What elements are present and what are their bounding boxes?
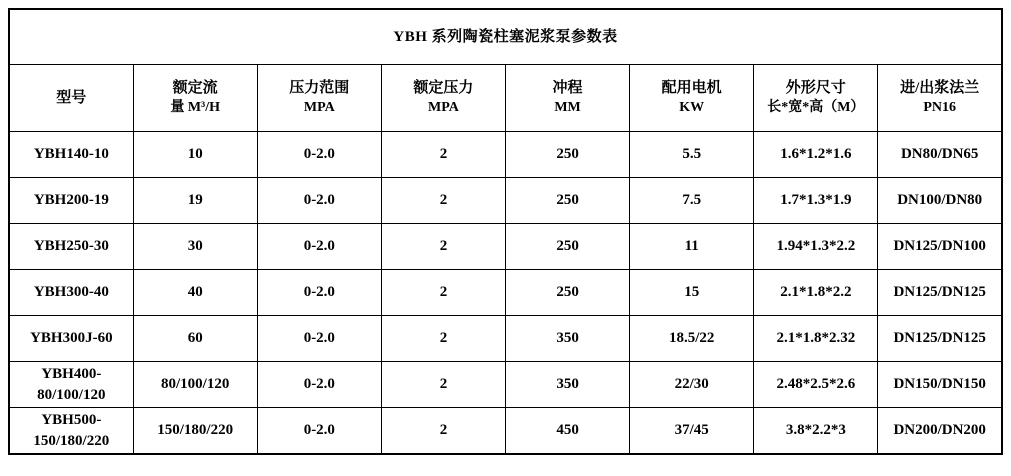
column-header-rated-pressure-sub: MPA xyxy=(428,99,459,115)
cell-model: YBH500-150/180/220 xyxy=(9,408,133,455)
column-header-pressure-range-label: 压力范围 xyxy=(289,80,350,97)
column-header-rated-pressure xyxy=(381,65,505,132)
cell-flange: DN200/DN200 xyxy=(878,408,1002,455)
cell-dimensions: 1.94*1.3*2.2 xyxy=(754,224,878,270)
cell-rated-pressure: 2 xyxy=(381,132,505,178)
column-header-dimensions-sub: 长*宽*高（M） xyxy=(767,99,865,115)
cell-flow: 10 xyxy=(133,132,257,178)
cell-stroke: 350 xyxy=(506,362,630,408)
cell-motor: 5.5 xyxy=(630,132,754,178)
cell-flow: 30 xyxy=(133,224,257,270)
table-body xyxy=(9,9,1002,454)
cell-rated-pressure: 2 xyxy=(381,270,505,316)
column-header-pressure-range xyxy=(257,65,381,132)
cell-pressure-range: 0-2.0 xyxy=(257,408,381,455)
table-row xyxy=(9,316,1002,362)
parameter-table xyxy=(8,8,1003,455)
cell-motor: 11 xyxy=(630,224,754,270)
cell-stroke: 450 xyxy=(506,408,630,455)
cell-rated-pressure: 2 xyxy=(381,362,505,408)
cell-pressure-range: 0-2.0 xyxy=(257,132,381,178)
cell-rated-pressure: 2 xyxy=(381,224,505,270)
column-header-flange xyxy=(878,65,1002,132)
cell-motor: 37/45 xyxy=(630,408,754,455)
cell-flange: DN150/DN150 xyxy=(878,362,1002,408)
cell-pressure-range: 0-2.0 xyxy=(257,178,381,224)
cell-pressure-range: 0-2.0 xyxy=(257,316,381,362)
column-header-motor-sub: KW xyxy=(679,99,705,115)
cell-stroke: 250 xyxy=(506,178,630,224)
header-row xyxy=(9,65,1002,132)
cell-flange: DN125/DN125 xyxy=(878,270,1002,316)
cell-flow: 80/100/120 xyxy=(133,362,257,408)
column-header-pressure-range-sub: MPA xyxy=(303,99,335,115)
cell-model: YBH250-30 xyxy=(9,224,133,270)
cell-dimensions: 3.8*2.2*3 xyxy=(754,408,878,455)
table-title: YBH 系列陶瓷柱塞泥浆泵参数表 xyxy=(9,9,1002,65)
column-header-flow xyxy=(133,65,257,132)
table-row xyxy=(9,362,1002,408)
cell-flange: DN125/DN100 xyxy=(878,224,1002,270)
table-row xyxy=(9,224,1002,270)
column-header-dimensions-label: 外形尺寸 xyxy=(785,80,846,97)
cell-pressure-range: 0-2.0 xyxy=(257,362,381,408)
cell-flow: 40 xyxy=(133,270,257,316)
column-header-model xyxy=(9,65,133,132)
column-header-flow-label: 额定流 xyxy=(172,80,218,97)
column-header-motor-label: 配用电机 xyxy=(661,80,722,97)
cell-stroke: 250 xyxy=(506,132,630,178)
cell-rated-pressure: 2 xyxy=(381,316,505,362)
cell-stroke: 350 xyxy=(506,316,630,362)
cell-flange: DN80/DN65 xyxy=(878,132,1002,178)
cell-rated-pressure: 2 xyxy=(381,178,505,224)
table-row xyxy=(9,132,1002,178)
cell-stroke: 250 xyxy=(506,270,630,316)
table-row xyxy=(9,408,1002,455)
cell-flow: 60 xyxy=(133,316,257,362)
cell-flange: DN125/DN125 xyxy=(878,316,1002,362)
cell-model: YBH400-80/100/120 xyxy=(9,362,133,408)
cell-stroke: 250 xyxy=(506,224,630,270)
column-header-stroke-label: 冲程 xyxy=(552,80,583,97)
table-row xyxy=(9,270,1002,316)
column-header-flow-sub: 量 M³/H xyxy=(170,99,221,115)
cell-pressure-range: 0-2.0 xyxy=(257,224,381,270)
cell-motor: 15 xyxy=(630,270,754,316)
column-header-rated-pressure-label: 额定压力 xyxy=(413,80,474,97)
cell-motor: 18.5/22 xyxy=(630,316,754,362)
cell-dimensions: 1.7*1.3*1.9 xyxy=(754,178,878,224)
cell-model: YBH300-40 xyxy=(9,270,133,316)
column-header-stroke xyxy=(506,65,630,132)
title-row xyxy=(9,9,1002,65)
cell-flow: 150/180/220 xyxy=(133,408,257,455)
cell-model: YBH200-19 xyxy=(9,178,133,224)
cell-model: YBH300J-60 xyxy=(9,316,133,362)
cell-model: YBH140-10 xyxy=(9,132,133,178)
column-header-model-label: 型号 xyxy=(56,89,87,106)
cell-rated-pressure: 2 xyxy=(381,408,505,455)
cell-pressure-range: 0-2.0 xyxy=(257,270,381,316)
cell-flow: 19 xyxy=(133,178,257,224)
cell-dimensions: 1.6*1.2*1.6 xyxy=(754,132,878,178)
cell-dimensions: 2.1*1.8*2.2 xyxy=(754,270,878,316)
column-header-flange-sub: PN16 xyxy=(923,99,957,115)
table-row xyxy=(9,178,1002,224)
cell-motor: 22/30 xyxy=(630,362,754,408)
column-header-flange-label: 进/出浆法兰 xyxy=(900,80,980,97)
cell-dimensions: 2.1*1.8*2.32 xyxy=(754,316,878,362)
column-header-stroke-sub: MM xyxy=(554,99,581,115)
cell-dimensions: 2.48*2.5*2.6 xyxy=(754,362,878,408)
column-header-dimensions xyxy=(754,65,878,132)
cell-motor: 7.5 xyxy=(630,178,754,224)
cell-flange: DN100/DN80 xyxy=(878,178,1002,224)
column-header-motor xyxy=(630,65,754,132)
